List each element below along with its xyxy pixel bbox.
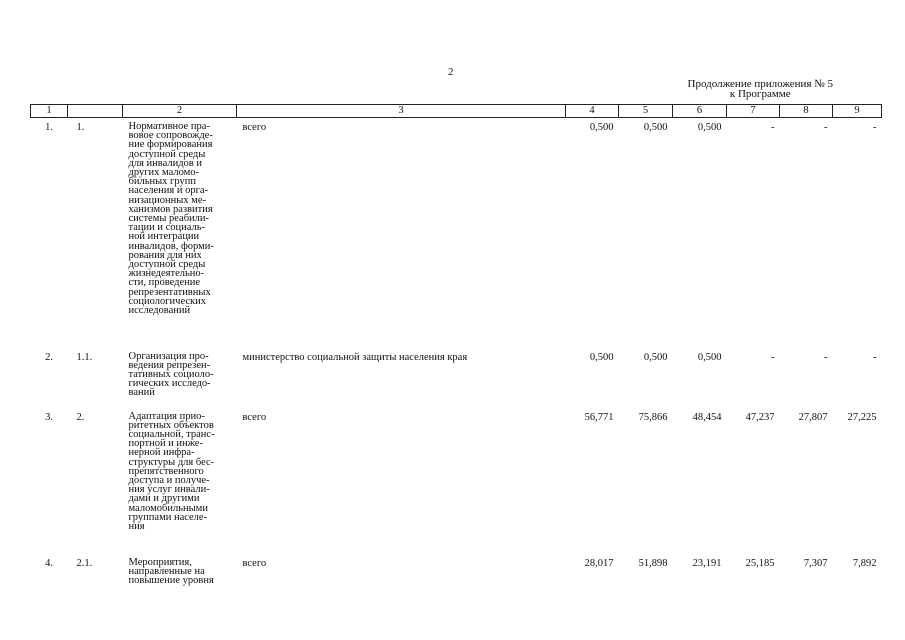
value-cell: 0,500 [589, 351, 614, 363]
header-row [31, 105, 882, 118]
value-cell: 0,500 [589, 122, 614, 133]
table-row [31, 412, 882, 558]
continuation-note [688, 79, 833, 99]
measure-name-line: доступа и получе- [128, 474, 210, 486]
value-cell: - [771, 122, 775, 133]
header-cell: 5 [619, 105, 673, 118]
table-row [31, 118, 882, 352]
measure-name-line: группами населе- [128, 511, 208, 523]
header-cell: 7 [727, 105, 780, 118]
row-subnumber: 1. [76, 122, 85, 133]
measure-name-line: системы реабили- [128, 213, 210, 225]
header-cell: 6 [673, 105, 727, 118]
measure-name-line: социологических [128, 295, 207, 307]
measure-name-line: ния [128, 520, 145, 532]
value-cell: 75,866 [638, 411, 668, 423]
measure-name-line: Организация про- [128, 350, 209, 362]
funding-source: всего [242, 557, 267, 569]
row-number: 2. [45, 351, 53, 363]
measure-name [123, 352, 237, 412]
header-cell: 1 [31, 105, 68, 118]
measure-name-line: исследований [128, 305, 191, 317]
value-cell: 25,185 [745, 557, 775, 569]
measure-name-line: социальной, транс- [128, 428, 215, 440]
header-cell: 4 [566, 105, 619, 118]
measure-name-line: ной интеграции [128, 231, 200, 243]
page-number: 2 [448, 66, 454, 78]
value-cell: 27,807 [798, 411, 828, 423]
value-cell: - [771, 351, 775, 363]
measure-name-line: ния услуг инвали- [128, 484, 210, 496]
measure-name-line: сти, проведение [128, 277, 201, 289]
measure-name-line: инвалидов, форми- [128, 240, 214, 252]
measure-name [123, 118, 237, 352]
measure-name-line: низационных ме- [128, 194, 207, 206]
measure-name-line: населения и орга- [128, 185, 209, 197]
measure-name [123, 412, 237, 558]
measure-name-line: нерной инфра- [128, 447, 195, 459]
value-cell: - [824, 351, 828, 363]
measure-name-line: доступной среды [128, 148, 206, 160]
measure-name-line: гических исследо- [128, 378, 211, 390]
table-row [31, 558, 882, 598]
value-cell: 0,500 [697, 122, 722, 133]
measure-name-line: структуры для бес- [128, 456, 215, 468]
value-cell: 28,017 [584, 557, 614, 569]
row-subnumber: 1.1. [76, 351, 93, 363]
measure-name-line: ние формирования [128, 139, 213, 151]
measure-name-line: жизнедеятельно- [128, 268, 205, 280]
table-row [31, 352, 882, 412]
measure-name-line: тативных социоло- [128, 368, 214, 380]
continuation-line-2: к Программе [729, 88, 791, 100]
value-cell: 27,225 [847, 411, 877, 423]
measure-name-line: маломобильными [128, 502, 208, 514]
value-cell: 0,500 [697, 351, 722, 363]
value-cell: 0,500 [643, 122, 668, 133]
header-cell: 8 [780, 105, 833, 118]
funding-source: всего [242, 122, 267, 133]
value-cell: 51,898 [638, 557, 668, 569]
measure-name-line: ритетных объектов [128, 419, 214, 431]
measure-name-line: доступной среды [128, 259, 206, 271]
measure-name-line: портной и инже- [128, 438, 203, 450]
header-cell [68, 105, 123, 118]
measure-name-line: репрезентативных [128, 286, 211, 298]
row-subnumber: 2. [76, 411, 85, 423]
value-cell: 7,892 [852, 557, 877, 569]
measure-name-line: рования для них [128, 249, 202, 261]
value-cell: 23,191 [692, 557, 722, 569]
row-subnumber: 2.1. [76, 557, 93, 569]
value-cell: - [873, 351, 877, 363]
value-cell: 48,454 [692, 411, 722, 423]
value-cell: - [873, 122, 877, 133]
measure-name-line: препятственного [128, 465, 204, 477]
program-table [30, 104, 882, 598]
measure-name-line: ведения репрезен- [128, 359, 211, 371]
measure-name-line: ваний [128, 387, 155, 399]
measure-name-line: вовое сопровожде- [128, 130, 213, 142]
measure-name-line: Адаптация прио- [128, 410, 205, 422]
row-number: 1. [45, 122, 53, 133]
header-cell: 2 [123, 105, 237, 118]
continuation-line-1: Продолжение приложения № 5 [687, 78, 833, 90]
measure-name-line: для инвалидов и [128, 157, 202, 169]
funding-source: министерство социальной защиты населения края [242, 351, 468, 363]
value-cell: 7,307 [803, 557, 828, 569]
measure-name-line: ханизмов развития [128, 203, 213, 215]
measure-name-line: тации и социаль- [128, 222, 206, 234]
measure-name-line: других маломо- [128, 167, 200, 179]
row-number: 4. [45, 557, 53, 569]
measure-name-line: дами и другими [128, 493, 200, 505]
value-cell: - [824, 122, 828, 133]
funding-source: всего [242, 411, 267, 423]
value-cell: 0,500 [643, 351, 668, 363]
value-cell: 56,771 [584, 411, 614, 423]
measure-name [123, 558, 237, 598]
measure-name-line: направленные на [128, 565, 205, 577]
measure-name-line: Нормативное пра- [128, 121, 210, 132]
value-cell: 47,237 [745, 411, 775, 423]
header-cell: 9 [833, 105, 882, 118]
measure-name-line: повышение уровня [128, 574, 214, 586]
header-cell: 3 [237, 105, 566, 118]
measure-name-line: бильных групп [128, 176, 196, 188]
row-number: 3. [45, 411, 53, 423]
measure-name-line: Мероприятия, [128, 556, 192, 568]
